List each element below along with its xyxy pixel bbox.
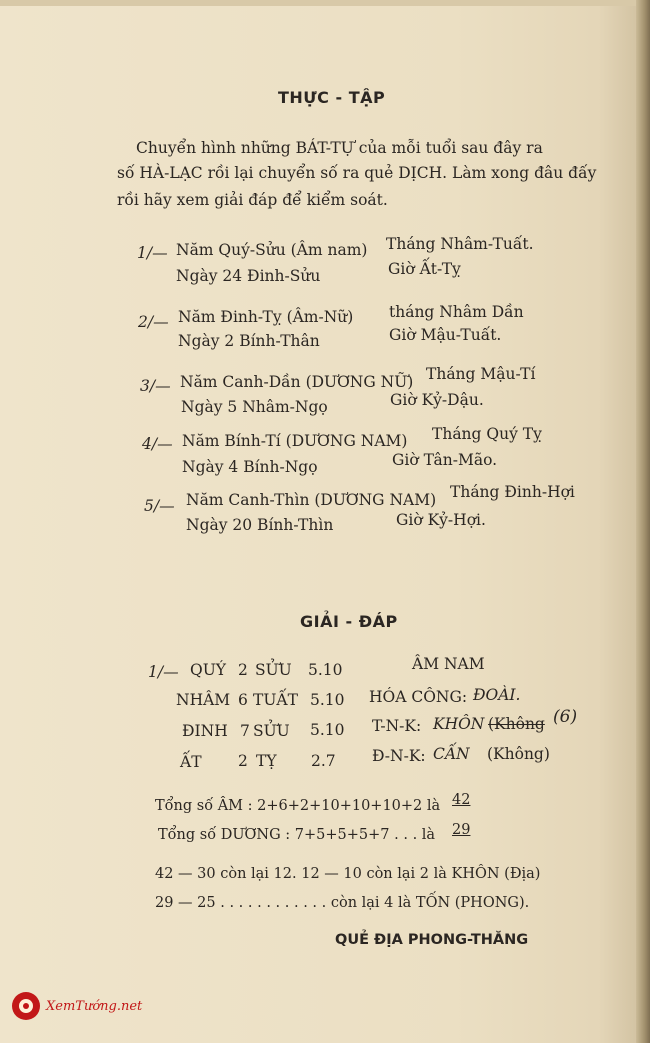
exercise-line: Tháng Nhâm-Tuất. (386, 235, 534, 253)
answer-branch: SỬU (255, 661, 292, 679)
page-title: THỰC - TẬP (278, 88, 386, 107)
exercise-line: Giờ Kỷ-Hợi. (396, 511, 486, 529)
yin-yang-icon (12, 992, 40, 1020)
answer-n: 2 (238, 661, 248, 679)
answer-note: Đ-N-K: (372, 747, 426, 765)
exercise-line: tháng Nhâm Dần (389, 303, 524, 321)
exercise-number: 2/— (138, 313, 169, 331)
answer-stem: ẤT (180, 753, 202, 771)
answer-value: 5.10 (310, 721, 345, 739)
exercise-line: Tháng Quý Tỵ (432, 425, 542, 443)
answer-note: T-N-K: (372, 717, 422, 735)
answer-stem: QUÝ (190, 661, 227, 679)
exercise-line: Năm Đinh-Tỵ (Âm-Nữ) (178, 308, 354, 326)
exercise-line: Tháng Đinh-Hợi (450, 483, 575, 501)
exercise-line: Năm Canh-Dần (DƯƠNG NỮ) (180, 373, 414, 391)
answer-value: 2.7 (311, 752, 336, 770)
exercise-number: 4/— (142, 435, 173, 453)
sum-duong-label: Tổng số DƯƠNG : 7+5+5+5+7 . . . là (158, 827, 436, 843)
answer-number: 1/— (148, 663, 179, 681)
book-binding (636, 0, 650, 1043)
exercise-line: Giờ Tân-Mão. (392, 451, 498, 469)
answer-n: 7 (240, 722, 250, 740)
exercise-line: Năm Bính-Tí (DƯƠNG NAM) (182, 432, 408, 450)
answer-stem: ĐINH (182, 722, 228, 740)
answer-branch: TUẤT (253, 691, 298, 709)
answer-note-value: ĐOÀI. (473, 686, 521, 704)
watermark-logo (12, 992, 142, 1020)
intro-line-2: số HÀ-LẠC rồi lại chuyển số ra quẻ DỊCH. Làm xong đâu đấy (117, 164, 597, 182)
intro-line-3: rồi hãy xem giải đáp để kiểm soát. (117, 191, 388, 209)
exercise-line: Giờ Kỷ-Dậu. (390, 391, 484, 409)
answer-note: ÂM NAM (412, 655, 485, 673)
answer-branch: SỬU (253, 722, 290, 740)
answer-note-paren: (Không) (487, 745, 550, 763)
answer-n: 6 (238, 691, 248, 709)
answer-value: 5.10 (310, 691, 345, 709)
exercise-line: Giờ Mậu-Tuất. (389, 326, 502, 344)
exercise-line: Ngày 20 Bính-Thìn (186, 516, 334, 534)
sum-am-label: Tổng số ÂM : 2+6+2+10+10+10+2 là (155, 798, 441, 814)
exercise-number: 3/— (140, 377, 171, 395)
sum-duong-value: 29 (452, 822, 471, 838)
calc-line-1: 42 — 30 còn lại 12. 12 — 10 còn lại 2 là KHÔN (Địa) (155, 866, 541, 882)
exercise-line: Ngày 2 Bính-Thân (178, 332, 320, 350)
answer-title: GIẢI - ĐÁP (300, 612, 398, 631)
calc-line-2: 29 — 25 . . . . . . . . . . . . còn lại 4 là TỐN (PHONG). (155, 895, 530, 911)
exercise-line: Giờ Ất-Tỵ (388, 260, 461, 278)
answer-note-value: KHÔN (433, 715, 485, 733)
exercise-line: Ngày 5 Nhâm-Ngọ (181, 398, 328, 416)
handwritten-note: (6) (553, 707, 578, 727)
exercise-line: Ngày 24 Đinh-Sửu (176, 267, 321, 285)
answer-branch: TỴ (256, 752, 277, 770)
answer-stem: NHÂM (176, 691, 231, 709)
answer-n: 2 (238, 752, 248, 770)
sum-am-value: 42 (452, 792, 471, 808)
exercise-line: Năm Quý-Sửu (Âm nam) (176, 241, 368, 259)
page-top-edge (0, 0, 650, 6)
watermark-text: XemTướng.net (46, 998, 143, 1014)
exercise-line: Năm Canh-Thìn (DƯƠNG NAM) (186, 491, 437, 509)
answer-note-value: CẤN (433, 745, 470, 763)
answer-note: HÓA CÔNG: (369, 688, 468, 706)
answer-value: 5.10 (308, 661, 343, 679)
intro-line-1: Chuyển hình những BÁT-TỰ của mỗi tuổi sau đây ra (136, 139, 543, 157)
struck-text: (Không (488, 715, 545, 733)
exercise-number: 5/— (144, 497, 175, 515)
exercise-line: Ngày 4 Bính-Ngọ (182, 458, 318, 476)
exercise-line: Tháng Mậu-Tí (426, 365, 536, 383)
result-line: QUẺ ĐỊA PHONG-THĂNG (335, 932, 529, 948)
exercise-number: 1/— (137, 244, 168, 262)
